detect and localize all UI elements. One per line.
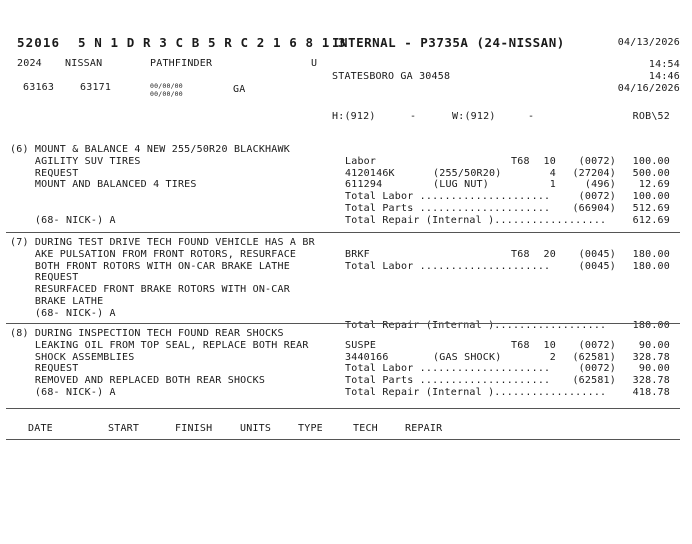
job-description-line: (68- NICK-) A bbox=[10, 387, 116, 398]
line-code: (66904) bbox=[572, 203, 616, 214]
line-quantity: 2 bbox=[549, 351, 556, 363]
footer-column-finish: FINISH bbox=[175, 423, 213, 434]
line-code: (0072) bbox=[578, 363, 616, 375]
footer-column-units: UNITS bbox=[240, 423, 272, 434]
line-amount: 180.00 bbox=[632, 319, 670, 331]
line-tech: T68 bbox=[511, 155, 530, 167]
footer-column-repair: REPAIR bbox=[405, 423, 443, 434]
job-description-line: REMOVED AND REPLACED BOTH REAR SHOCKS bbox=[10, 375, 266, 387]
line-label: Total Repair (Internal ).................. bbox=[345, 319, 607, 331]
line-label: Total Repair (Internal ).................. bbox=[345, 214, 607, 226]
line-code: (0045) bbox=[578, 248, 616, 260]
close-date: 04/16/2026 bbox=[617, 83, 680, 94]
state: GA bbox=[233, 84, 246, 95]
footer-column-date: DATE bbox=[28, 423, 53, 434]
dash-2: - bbox=[528, 111, 535, 122]
job-description-line: BRAKE LATHE bbox=[10, 296, 104, 307]
line-label: Labor bbox=[345, 155, 377, 167]
line-label: Total Repair (Internal ).................. bbox=[345, 387, 607, 398]
line-amount: 612.69 bbox=[632, 214, 670, 226]
line-quantity: 4 bbox=[549, 167, 556, 179]
line-amount: 100.00 bbox=[632, 155, 670, 167]
line-amount: 90.00 bbox=[638, 339, 670, 351]
line-label: Total Parts ..................... bbox=[345, 375, 551, 387]
job-description-line: REQUEST bbox=[10, 363, 79, 375]
vin: 5 N 1 D R 3 C B 5 R C 2 1 6 8 1 3 bbox=[78, 35, 347, 50]
open-date: 04/13/2026 bbox=[617, 37, 680, 48]
line-code: (0045) bbox=[578, 260, 616, 272]
line-code: (0072) bbox=[578, 191, 616, 203]
line-code: (0072) bbox=[578, 155, 616, 167]
line-amount: 100.00 bbox=[632, 191, 670, 203]
small-date-1: 00/00/00 bbox=[150, 82, 183, 90]
line-quantity: 10 bbox=[543, 155, 556, 167]
line-label: Total Labor ..................... bbox=[345, 260, 551, 272]
code-1: 63163 bbox=[23, 82, 55, 93]
footer-column-tech: TECH bbox=[353, 423, 378, 434]
line-code: (62581) bbox=[572, 375, 616, 387]
code-2: 63171 bbox=[80, 82, 112, 93]
line-amount: 90.00 bbox=[638, 363, 670, 375]
line-quantity: 10 bbox=[543, 339, 556, 351]
vehicle-flag: U bbox=[311, 58, 318, 69]
line-label: Total Labor ..................... bbox=[345, 191, 551, 203]
line-quantity: 1 bbox=[549, 179, 556, 191]
footer-column-start: START bbox=[108, 423, 140, 434]
line-description: (GAS SHOCK) bbox=[433, 351, 502, 363]
job-description-line: (7) DURING TEST DRIVE TECH FOUND VEHICLE HAS A BR bbox=[10, 237, 315, 248]
job-description-line: (6) MOUNT & BALANCE 4 NEW 255/50R20 BLACKHAWK bbox=[10, 144, 290, 155]
line-tech: T68 bbox=[511, 339, 530, 351]
vehicle-model: PATHFINDER bbox=[150, 58, 213, 69]
job-description-line: (68- NICK-) A bbox=[10, 214, 116, 226]
job-description-line: REQUEST bbox=[10, 272, 79, 284]
line-tech: T68 bbox=[511, 248, 530, 260]
job-description-line: LEAKING OIL FROM TOP SEAL, REPLACE BOTH REAR bbox=[10, 339, 309, 351]
line-description: (255/50R20) bbox=[433, 167, 502, 179]
dash-1: - bbox=[410, 111, 417, 122]
time-open: 14:54 bbox=[648, 59, 680, 70]
line-amount: 512.69 bbox=[632, 203, 670, 214]
job-description-line: BOTH FRONT ROTORS WITH ON-CAR BRAKE LATHE bbox=[10, 260, 290, 272]
line-label: SUSPE bbox=[345, 339, 377, 351]
line-amount: 500.00 bbox=[632, 167, 670, 179]
footer-divider-bottom bbox=[6, 439, 680, 440]
ro-type: INTERNAL - P3735A (24-NISSAN) bbox=[332, 35, 565, 50]
line-label: 611294 bbox=[345, 179, 383, 191]
small-date-2: 00/00/00 bbox=[150, 90, 183, 98]
line-quantity: 20 bbox=[543, 248, 556, 260]
line-label: Total Parts ..................... bbox=[345, 203, 551, 214]
job-description-line: MOUNT AND BALANCED 4 TIRES bbox=[10, 179, 197, 191]
service-advisor: ROB\52 bbox=[632, 111, 670, 122]
line-label: 4120146K bbox=[345, 167, 395, 179]
line-description: (LUG NUT) bbox=[433, 179, 489, 191]
line-code: (0072) bbox=[578, 339, 616, 351]
line-label: 3440166 bbox=[345, 351, 389, 363]
line-code: (27204) bbox=[572, 167, 616, 179]
job-description-line: AGILITY SUV TIRES bbox=[10, 155, 141, 167]
job-description-line: RESURFACED FRONT BRAKE ROTORS WITH ON-CAR bbox=[10, 284, 290, 296]
footer-column-type: TYPE bbox=[298, 423, 323, 434]
line-code: (496) bbox=[584, 179, 616, 191]
line-code: (62581) bbox=[572, 351, 616, 363]
home-phone: H:(912) bbox=[332, 111, 376, 122]
job-divider bbox=[6, 232, 680, 233]
vehicle-make: NISSAN bbox=[65, 58, 103, 69]
job-divider bbox=[6, 323, 680, 324]
line-amount: 328.78 bbox=[632, 351, 670, 363]
vehicle-year: 2024 bbox=[17, 58, 42, 69]
line-amount: 180.00 bbox=[632, 248, 670, 260]
footer-divider-top bbox=[6, 408, 680, 409]
work-phone: W:(912) bbox=[452, 111, 496, 122]
line-amount: 328.78 bbox=[632, 375, 670, 387]
line-amount: 12.69 bbox=[638, 179, 670, 191]
line-label: Total Labor ..................... bbox=[345, 363, 551, 375]
job-description-line: (8) DURING INSPECTION TECH FOUND REAR SHOCKS bbox=[10, 328, 284, 339]
job-description-line: AKE PULSATION FROM FRONT ROTORS, RESURFACE bbox=[10, 248, 297, 260]
job-description-line: SHOCK ASSEMBLIES bbox=[10, 351, 135, 363]
ro-number: 52016 bbox=[17, 35, 61, 50]
job-description-line: (68- NICK-) A bbox=[10, 307, 116, 319]
job-description-line: REQUEST bbox=[10, 167, 79, 179]
customer-city: STATESBORO GA 30458 bbox=[332, 71, 451, 82]
line-label: BRKF bbox=[345, 248, 370, 260]
time-close: 14:46 bbox=[648, 71, 680, 82]
line-amount: 418.78 bbox=[632, 387, 670, 398]
line-amount: 180.00 bbox=[632, 260, 670, 272]
